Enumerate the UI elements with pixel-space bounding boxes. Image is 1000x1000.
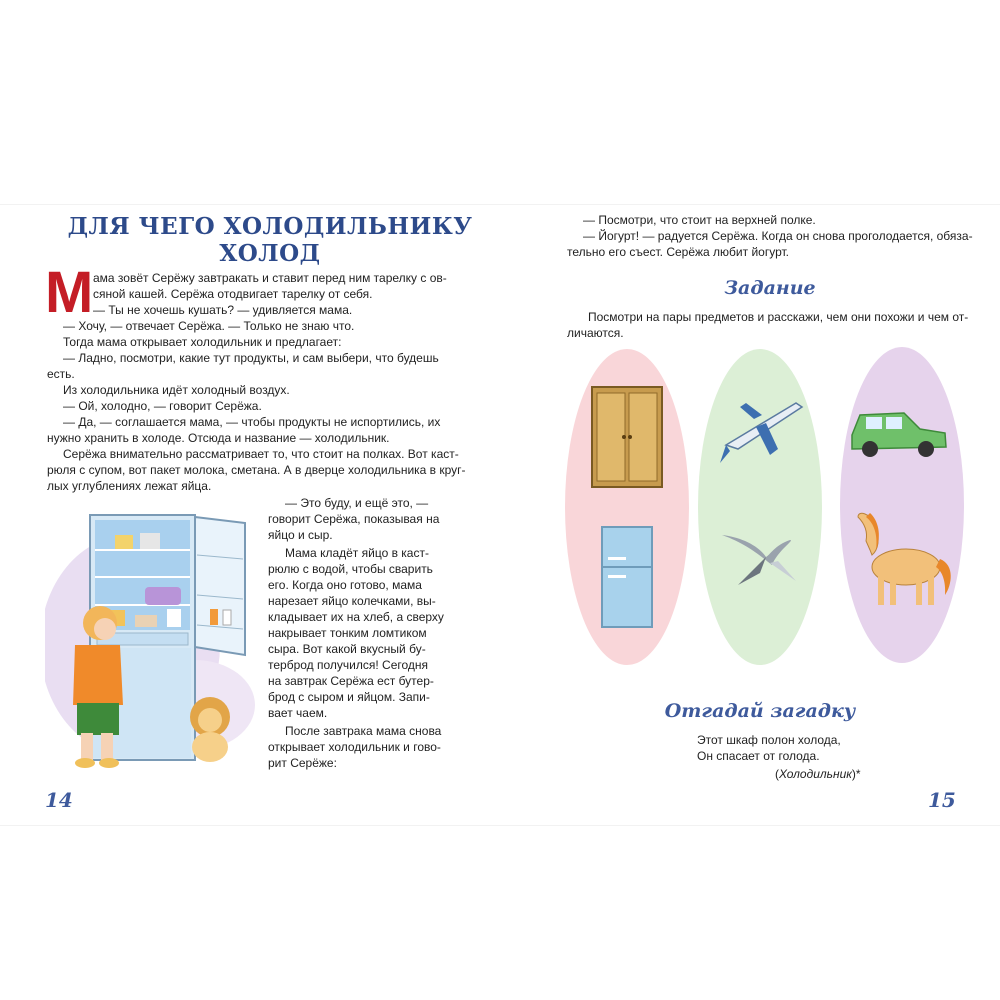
- chapter-title-line2: ХОЛОД: [219, 240, 321, 267]
- column-line: его. Когда оно готово, мама: [268, 578, 422, 592]
- text-line: Тогда мама открывает холодильник и предлагает:: [63, 335, 342, 349]
- text-line: рюля с супом, вот пакет молока, сметана. А в дверце холодильника в круг-: [47, 463, 466, 477]
- wardrobe-icon: [592, 387, 662, 487]
- purple-oval: [840, 347, 964, 663]
- column-line: сыра. Вот какой вкусный бу-: [268, 642, 426, 656]
- page-number-right: 15: [928, 788, 956, 812]
- column-line: говорит Серёжа, показывая на: [268, 512, 440, 526]
- riddle-heading: Отгадай загадку: [664, 700, 856, 722]
- text-line: — Йогурт! — радуется Серёжа. Когда он снова проголодается, обяза-: [583, 229, 973, 243]
- column-line: на завтрак Серёжа ест бутер-: [268, 674, 434, 688]
- chapter-title-line1: ДЛЯ ЧЕГО ХОЛОДИЛЬНИКУ: [67, 213, 473, 240]
- column-line: яйцо и сыр.: [268, 528, 333, 542]
- text-line: Серёжа внимательно рассматривает то, что стоит на полках. Вот каст-: [63, 447, 459, 461]
- riddle-answer-word: Холодильник: [779, 767, 852, 781]
- column-line: нарезает яйцо колечками, вы-: [268, 594, 436, 608]
- column-line: — Это буду, и ещё это, —: [285, 496, 429, 510]
- text-line: — Да, — соглашается мама, — чтобы продукты не испортились, их: [63, 415, 441, 429]
- text-line: тельно его съест. Серёжа любит йогурт.: [567, 245, 789, 259]
- task-line: Посмотри на пары предметов и расскажи, чем они похожи и чем от-: [588, 310, 969, 324]
- column-line: Мама кладёт яйцо в каст-: [285, 546, 429, 560]
- text-line: — Посмотри, что стоит на верхней полке.: [583, 213, 816, 227]
- column-line: открывает холодильник и гово-: [268, 740, 441, 754]
- riddle-answer: (Холодильник)*: [775, 767, 861, 781]
- text-line: — Ой, холодно, — говорит Серёжа.: [63, 399, 262, 413]
- drop-cap: М: [45, 260, 94, 325]
- text-line: лых углублениях лежат яйца.: [47, 479, 212, 493]
- text-line: Из холодильника идёт холодный воздух.: [63, 383, 290, 397]
- fridge-icon: [602, 527, 652, 627]
- column-line: вает чаем.: [268, 706, 328, 720]
- text-line: ама зовёт Серёжу завтракать и ставит перед ним тарелку с ов-: [93, 271, 447, 285]
- task-line: личаются.: [567, 326, 624, 340]
- column-line: рюлю с водой, чтобы сварить: [268, 562, 433, 576]
- riddle-line: Этот шкаф полон холода,: [697, 733, 841, 747]
- column-line: рит Серёже:: [268, 756, 337, 770]
- column-line: После завтрака мама снова: [285, 724, 442, 738]
- column-line: терброд получился! Сегодня: [268, 658, 429, 672]
- task-heading: Задание: [724, 277, 816, 299]
- fridge-boy-illustration: [45, 505, 265, 775]
- text-line: нужно хранить в холоде. Отсюда и название — холодильник.: [47, 431, 390, 445]
- page-number-left: 14: [45, 788, 73, 812]
- text-line: сяной кашей. Серёжа отодвигает тарелку от себя.: [93, 287, 373, 301]
- riddle-line: Он спасает от голода.: [697, 749, 820, 763]
- column-line: накрывает тонким ломтиком: [268, 626, 427, 640]
- text-line: — Хочу, — отвечает Серёжа. — Только не знаю что.: [63, 319, 355, 333]
- text-line: есть.: [47, 367, 75, 381]
- text-line: — Ты не хочешь кушать? — удивляется мама.: [93, 303, 353, 317]
- text-line: — Ладно, посмотри, какие тут продукты, и сам выбери, что будешь: [63, 351, 439, 365]
- comparison-pictures: [560, 345, 970, 670]
- column-line: кладывает их на хлеб, а сверху: [268, 610, 444, 624]
- green-oval: [698, 349, 822, 665]
- column-line: брод с сыром и яйцом. Запи-: [268, 690, 430, 704]
- riddle-answer-suffix: *: [855, 767, 861, 781]
